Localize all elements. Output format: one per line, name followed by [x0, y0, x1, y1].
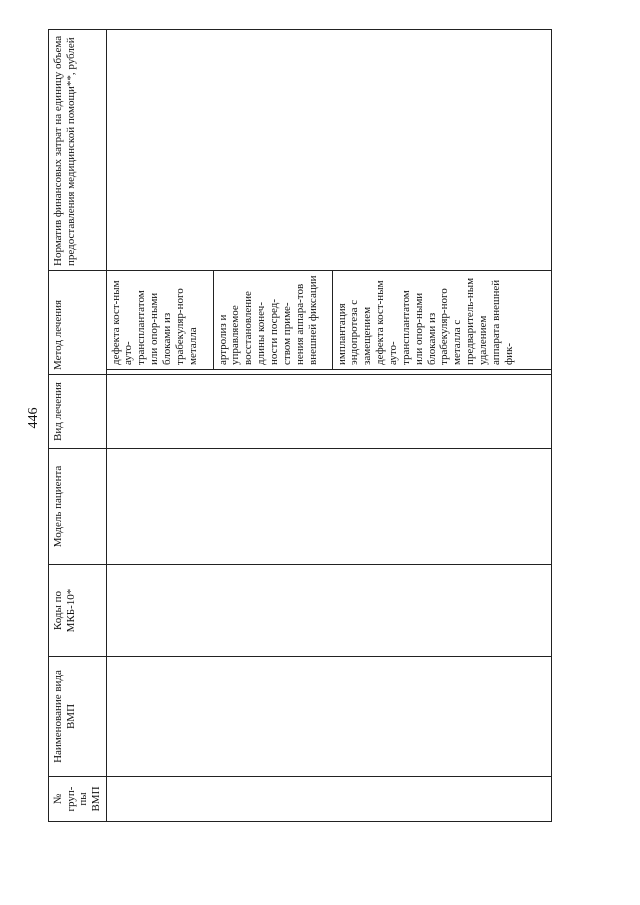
method-entry: дефекта кост-ным ауто-трансплантатом или опор-ными блоками из трабекуляр-ного металла [109, 280, 199, 365]
vmp-table [48, 29, 552, 822]
table-header-row [49, 30, 107, 822]
cell-patient-model [106, 449, 551, 565]
method-entry: имплантация эндопротеза с замещением дефекта кост-ным ауто-трансплантатом или опор-ными блоками из трабекуляр-ного металла с предваритель-ным удалением аппарата внешней фик- [332, 271, 519, 369]
header-patient-model: Модель пациента [49, 449, 107, 565]
cell-cost-norm [106, 30, 551, 271]
header-name: Наименование вида ВМП [49, 657, 107, 777]
cell-method [106, 271, 551, 375]
header-group-no: № груп-пы ВМП [49, 777, 107, 822]
cell-group-no [106, 777, 551, 822]
cell-treatment-type [106, 375, 551, 449]
page-number: 446 [26, 407, 41, 429]
cell-codes [106, 565, 551, 657]
method-entry: артролиз и управляемое восстановление длины конеч-ности посред-ством приме-нения аппара-тов внешней фиксации [213, 271, 332, 369]
method-list [107, 271, 551, 370]
header-treatment-type: Вид лечения [49, 375, 107, 449]
header-codes: Коды по МКБ-10* [49, 565, 107, 657]
header-cost-norm: Норматив финансовых затрат на единицу объема предоставления медицинской помощи**, рублей [49, 30, 107, 271]
header-method: Метод лечения [49, 271, 107, 375]
table-row [106, 30, 551, 822]
table-sheet [48, 30, 552, 822]
cell-name [106, 657, 551, 777]
rotated-table-region [48, 30, 552, 822]
